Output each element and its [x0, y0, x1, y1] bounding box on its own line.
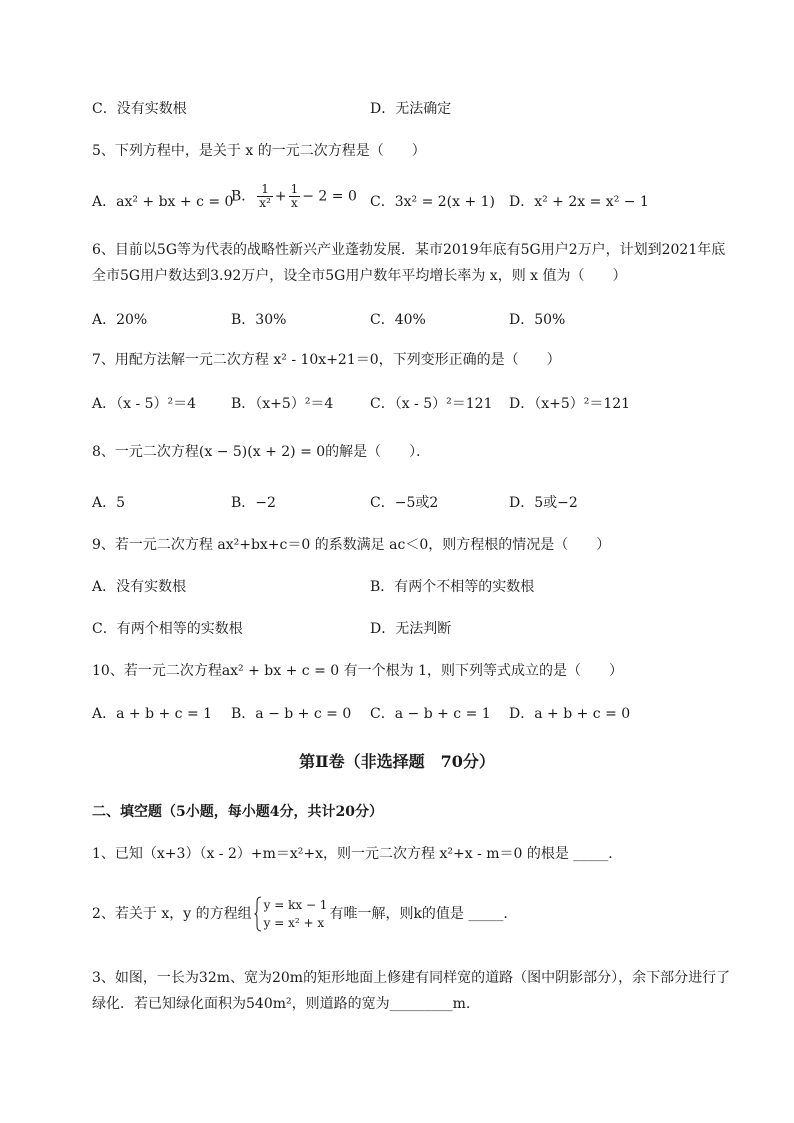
fill-question-2: 2、若关于 x，y 的方程组 y = kx − 1 y = x² + x 有唯一解，则k的值是 _____.: [92, 898, 508, 930]
equation-system: [254, 896, 328, 932]
q8-option-c: C．−5或2: [370, 495, 439, 511]
system-equation-1: y = kx − 1: [263, 898, 328, 912]
system-equation-2: y = x² + x: [263, 916, 325, 930]
q7-option-d: D．（x+5）²＝121: [509, 396, 631, 412]
fraction-1-over-x: $\frac{1}{x}$: [290, 182, 299, 210]
q10-option-b: B．a − b + c = 0: [231, 706, 352, 722]
fraction-1-over-x2: $\frac{1}{\text{x²}}$: [259, 182, 271, 210]
q5-stem: 5、下列方程中，是关于 x 的一元二次方程是（ ）: [92, 143, 426, 159]
q10-stem: 10、若一元二次方程ax² + bx + c = 0 有一个根为 1，则下列等式成立的是（ ）: [92, 663, 623, 679]
q7-option-c: C．（x - 5）²＝121: [370, 396, 493, 412]
q7-option-a: A．（x - 5）²＝4: [92, 396, 197, 412]
q8-option-b: B．−2: [231, 495, 276, 511]
section-two-heading: 二、填空题（5小题，每小题4分，共计20分）: [92, 804, 383, 820]
q6-option-d: D．50%: [509, 312, 566, 328]
q8-option-a: A．5: [92, 495, 126, 511]
q5-option-c: C．3x² = 2(x + 1): [370, 194, 496, 210]
left-brace-icon: [254, 896, 262, 932]
part-two-title: 第Ⅱ卷（非选择题 70分）: [299, 752, 495, 771]
q5-option-d: D．x² + 2x = x² − 1: [509, 194, 649, 210]
q5-option-a: A．ax² + bx + c = 0: [92, 194, 234, 210]
q4-option-d: D．无法确定: [370, 101, 452, 117]
q10-option-a: A．a + b + c = 1: [92, 706, 213, 722]
q7-stem: 7、用配方法解一元二次方程 x² - 10x+21＝0，下列变形正确的是（ ）: [92, 352, 561, 368]
q10-option-d: D．a + b + c = 0: [509, 706, 631, 722]
q8-option-d: D．5或−2: [509, 495, 578, 511]
fill-question-3: 3、如图，一长为32m、宽为20m的矩形地面上修建有同样宽的道路（图中阴影部分），余下部分进行了绿化．若已知绿化面积为540m²，则道路的宽为_________m.: [92, 970, 731, 1012]
q8-stem: 8、一元二次方程(x − 5)(x + 2) = 0的解是（ ）．: [92, 444, 431, 460]
q9-option-c: C．有两个相等的实数根: [92, 621, 243, 637]
q9-option-a: A．没有实数根: [92, 579, 187, 595]
q10-option-c: C．a − b + c = 1: [370, 706, 491, 722]
q9-stem: 9、若一元二次方程 ax²+bx+c＝0 的系数满足 ac＜0，则方程根的情况是（ ）: [92, 537, 611, 553]
q5-option-b: B． $\frac{1}{\text{x²}}$ + $\frac{1}{x}$ − 2 = 0: [231, 182, 357, 210]
fill-question-1: 1、已知（x+3）（x - 2）+m＝x²+x，则一元二次方程 x²+x - m＝0 的根是 _____.: [92, 846, 613, 862]
q6-option-c: C．40%: [370, 312, 426, 328]
q6-stem: 6、目前以5G等为代表的战略性新兴产业蓬勃发展．某市2019年底有5G用户2万户，计划到2021年底全市5G用户数达到3.92万户，设全市5G用户数年平均增长率为 x，则 x 值为（ ）: [92, 242, 726, 284]
q6-option-a: A．20%: [92, 312, 148, 328]
q6-option-b: B．30%: [231, 312, 287, 328]
q4-option-c: C．没有实数根: [92, 101, 187, 117]
q9-option-b: B．有两个不相等的实数根: [370, 579, 535, 595]
q9-option-d: D．无法判断: [370, 621, 452, 637]
q7-option-b: B．（x+5）²＝4: [231, 396, 334, 412]
